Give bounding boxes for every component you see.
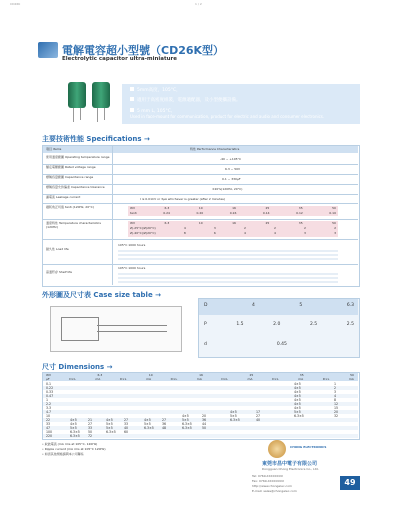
- table-cell: 5×5: [70, 426, 77, 430]
- dimensions-sub-headers: µF D×L mA D×L mA D×L mA D×L mA D×L mA D×L mA: [46, 377, 354, 381]
- table-cell: 20: [334, 410, 339, 414]
- table-cell: 32: [334, 414, 339, 418]
- temp-header: WV 6.3 10 16 25 35 50: [130, 221, 336, 225]
- table-cell: 6.3×5: [182, 426, 192, 430]
- table-cell-cap: 22: [46, 418, 51, 422]
- table-cell: 5×5: [182, 418, 189, 422]
- table-cell: 5×5: [106, 426, 113, 430]
- table-cell: 33: [88, 426, 93, 430]
- specs-row-line: [43, 219, 358, 220]
- feature-line: 適用于高密度組裝，電源適配器，及小型便攜設備。: [130, 97, 241, 103]
- case-size-title: 外形圖及尺寸表 Case size table →: [42, 291, 162, 299]
- table-cell: 6.3×5: [70, 430, 80, 434]
- table-cell: 4×5: [294, 394, 301, 398]
- table-cell: 4×5: [294, 398, 301, 402]
- table-cell: 5×5: [230, 414, 237, 418]
- tan-values: tanδ 0.24 0.20 0.16 0.14 0.12 0.10: [130, 211, 336, 215]
- table-cell: 27: [88, 422, 93, 426]
- table-cell: 50: [202, 426, 207, 430]
- company-address: http://www.chongelec.com: [252, 484, 292, 488]
- spec-value: 105°C 1000 hours: [118, 243, 146, 247]
- spec-label: 使用溫度範圍 Operating temperature range: [46, 155, 110, 159]
- table-cell-cap: 0.22: [46, 386, 54, 390]
- table-cell-cap: 33: [46, 422, 51, 426]
- capacitor-image: [68, 82, 86, 108]
- table-cell: 72: [88, 434, 93, 438]
- capacitor-lead: [104, 108, 105, 120]
- table-cell-cap: 47: [46, 426, 51, 430]
- capacitor-lead: [97, 108, 98, 122]
- table-cell: 33: [124, 422, 129, 426]
- company-logo: [268, 440, 286, 458]
- table-cell-cap: 0.47: [46, 394, 54, 398]
- table-cell: 4×5: [294, 382, 301, 386]
- table-cell: 27: [162, 418, 167, 422]
- table-cell-cap: 10: [46, 414, 51, 418]
- page-number-tab: 49: [340, 476, 360, 490]
- dimensions-footnote: • 紋波電流 (mA rms at 105°C, 120Hz): [42, 442, 98, 446]
- spec-label: 額定電壓範圍 Rated voltage range: [46, 165, 96, 169]
- spec-label: 項目 Items: [46, 147, 62, 151]
- table-cell: 36: [202, 418, 207, 422]
- table-cell: 20: [202, 414, 207, 418]
- case-size-header-row: D 4 5 6.3: [204, 303, 354, 308]
- temp-row: Z(-25°C)/Z(20°C) 4 3 2 2 2 2: [130, 226, 336, 230]
- table-cell-cap: 100: [46, 430, 53, 434]
- spec-label: 標稱容量範圍 Capacitance range: [46, 175, 94, 179]
- table-cell: 4×5: [144, 418, 151, 422]
- table-cell: 4×5: [182, 414, 189, 418]
- dimensions-title: 尺寸 Dimensions →: [42, 363, 113, 371]
- table-cell: 4×5: [294, 402, 301, 406]
- company-address: Fax: 0769-XXXXXXXX: [252, 479, 285, 483]
- table-cell: 6.3×5: [182, 422, 192, 426]
- table-cell: 4×5: [70, 418, 77, 422]
- spec-label: 標稱容量允許偏差 Capacitance tolerance: [46, 185, 105, 189]
- table-cell-cap: 0.33: [46, 390, 54, 394]
- table-cell: 21: [88, 418, 93, 422]
- capacitor-lead: [73, 108, 74, 122]
- table-cell: 6.3×5: [294, 414, 304, 418]
- table-cell: 5×5: [106, 422, 113, 426]
- table-cell: 44: [202, 422, 207, 426]
- tan-header: WV 6.3 10 16 25 35 50: [130, 206, 336, 210]
- dimensions-footnote: • Ripple current (mA rms at 105°C 120Hz): [42, 447, 106, 451]
- capacitor-lead: [80, 108, 81, 120]
- spec-label: 耐久性 Load life: [46, 247, 69, 251]
- capacitor-image: [92, 82, 110, 108]
- spec-value: 0.1 ~ 330µF: [222, 177, 241, 181]
- feature-line: Used in face-mount for communication, product for electric and audio and consumer electronics.: [130, 114, 325, 119]
- table-cell-cap: 1: [46, 398, 49, 402]
- table-cell: 4×5: [294, 386, 301, 390]
- company-address: E-mail: sales@chongelec.com: [252, 489, 297, 493]
- specs-row-line: [43, 203, 358, 204]
- table-cell-cap: 3.3: [46, 406, 52, 410]
- feature-line: 5mm高度，105°C，: [130, 87, 181, 93]
- company-name: 東莞市昌中電子有限公司: [262, 461, 318, 467]
- specs-row-line: [43, 239, 358, 240]
- spec-label: 損耗角正切值 tanδ (120Hz, 20°C): [46, 205, 94, 209]
- table-cell-cap: 4.7: [46, 410, 52, 414]
- spec-value: 6.3 ~ 50V: [225, 167, 241, 171]
- specs-row-line: [43, 264, 358, 265]
- spec-label: 漏電流 Leakage current: [46, 195, 81, 199]
- spec-value: I ≤ 0.01CV or 3µA whichever is greater (after 2 minutes): [140, 197, 226, 201]
- dimensions-col-headers: WV 6.3 10 16 25 35 50: [46, 373, 354, 377]
- table-cell: 50: [88, 430, 93, 434]
- case-size-d-row: d 0.45: [204, 342, 287, 347]
- table-cell: 40: [256, 418, 261, 422]
- feature-line: 5 mm L, 105°C,: [130, 108, 172, 114]
- company-address: Tel: 0769-XXXXXXXX: [252, 474, 283, 478]
- page-subtitle: Electrolytic capacitor ultra-miniature: [62, 56, 177, 62]
- spec-value: -40 ~ +105°C: [220, 157, 242, 161]
- shelf-life-text-block: [118, 271, 338, 283]
- table-cell: 60: [124, 430, 129, 434]
- table-row-bg: [43, 410, 358, 414]
- table-cell: 8: [334, 398, 337, 402]
- spec-value: 105°C 1000 hours: [118, 266, 146, 270]
- table-cell: 4×5: [294, 390, 301, 394]
- table-cell-cap: 220: [46, 434, 53, 438]
- table-cell: 48: [162, 426, 167, 430]
- temp-row: Z(-40°C)/Z(20°C) 8 6 4 4 3 3: [130, 231, 336, 235]
- table-cell: 40: [124, 426, 129, 430]
- company-name-en: Dongguan Chong Electronics Co., Ltd.: [262, 467, 319, 471]
- dimensions-footnote: • 如需其他規格請與本公司聯系: [42, 452, 84, 456]
- table-cell: 36: [162, 422, 167, 426]
- case-drawing: [50, 306, 182, 352]
- table-cell-cap: 0.1: [46, 382, 52, 386]
- table-cell: 27: [256, 414, 261, 418]
- table-cell: 4×5: [294, 406, 301, 410]
- table-row-bg: [43, 386, 358, 390]
- table-cell: 1: [334, 382, 337, 386]
- spec-value: 特性 Performance Characteristics: [190, 147, 240, 151]
- table-cell: 5×5: [144, 422, 151, 426]
- table-cell: 6.3×5: [70, 434, 80, 438]
- table-cell: 4×5: [70, 422, 77, 426]
- table-cell: 2: [334, 386, 337, 390]
- table-cell: 4×5: [230, 410, 237, 414]
- table-cell: 4×5: [106, 418, 113, 422]
- table-cell: 27: [124, 418, 129, 422]
- page-title: 電解電容超小型號（CD26K型）: [62, 44, 225, 57]
- load-life-text-block: [118, 248, 338, 262]
- company-logo-text: CHONG ELECTRONICS: [290, 445, 327, 449]
- table-cell: 4: [334, 394, 337, 398]
- table-cell-cap: 2.2: [46, 402, 52, 406]
- table-cell: 3: [334, 390, 337, 394]
- table-cell: 12: [334, 402, 339, 406]
- table-cell: 17: [256, 410, 261, 414]
- table-cell: 6.3×5: [144, 426, 154, 430]
- table-cell: 5×5: [294, 410, 301, 414]
- table-cell: 15: [334, 406, 339, 410]
- spec-label: 高溫貯存 Shelf life: [46, 270, 73, 274]
- specs-title: 主要技術性能 Specifications →: [42, 135, 150, 143]
- top-center-mark: 1 / 2: [195, 2, 202, 6]
- title-square-icon: [38, 42, 58, 58]
- spec-label: 溫度特性 Temperature characteristics (120Hz): [46, 221, 101, 229]
- spec-value: ±20%(120Hz, 20°C): [212, 187, 243, 191]
- table-row-bg: [43, 394, 358, 398]
- table-row-bg: [43, 402, 358, 406]
- table-cell: 6.3×5: [106, 430, 116, 434]
- table-cell: 6.3×5: [230, 418, 240, 422]
- corner-code: CD26K: [10, 2, 21, 6]
- case-size-p-row: P 1.5 2.0 2.5 2.5: [204, 322, 354, 327]
